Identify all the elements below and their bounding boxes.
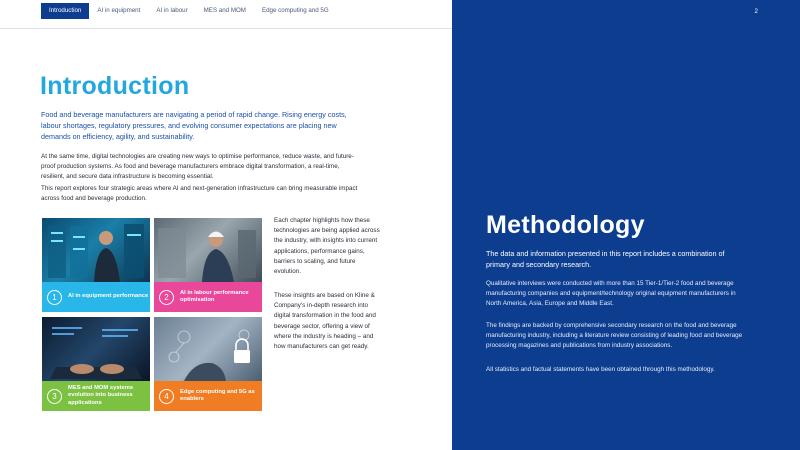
padlock-network-photo [154,317,262,381]
technician-server-illustration [42,218,150,282]
chapter-tile-4[interactable] [154,317,262,411]
methodology-paragraph-3: All statistics and factual statements have been obtained through this methodology. [486,366,715,373]
chapter-tile-label: Edge computing and 5G as enablers [180,388,255,402]
page-title: Introduction [40,72,190,100]
chapter-tile-label: MES and MOM systems evolution into business applications [68,385,134,406]
laptop-data-photo [42,317,150,381]
chapter-tile-4-band [154,381,262,411]
chapter-tile-1-band [42,282,150,312]
padlock-network-illustration [154,317,262,381]
technician-server-photo [42,218,150,282]
page-number: 2 [754,8,758,15]
nav-tab-ai-in-labour[interactable]: AI in labour [156,7,188,14]
nav-tab-introduction[interactable]: Introduction [41,3,89,19]
research-basis-text: These insights are based on Kline & Company's in-depth research into digital transformation in the food and beverage sector, offering a view of where the industry is heading – and how manufacturers can get ready. [274,292,376,351]
methodology-title: Methodology [486,211,645,239]
chapter-overview-text: Each chapter highlights how these technologies are being applied across the industry, with insights into current applications, performance gains, barriers to scaling, and future evolution. [274,217,380,276]
engineer-hardhat-photo [154,218,262,282]
chapter-number-badge: 2 [159,290,174,305]
chapter-tile-2[interactable] [154,218,262,312]
methodology-paragraph-1: Qualitative interviews were conducted with more than 15 Tier-1/Tier-2 food and beverage manufacturing companies and equipment/technology original equipment manufacturers in North America, Asia, Europe and Middle East. [486,280,736,308]
methodology-paragraph-2: The findings are backed by comprehensive secondary research on the food and beverage manufacturing industry, including a literature review consisting of leading food and beverage processing magazines and publications from industry associations. [486,322,743,350]
methodology-lead: The data and information presented in this report includes a combination of primary and secondary research. [486,249,725,270]
intro-lead: Food and beverage manufacturers are navigating a period of rapid change. Rising energy costs, labour shortages, regulatory pressures, and evolving consumer expectations are placing new demands on efficiency, agility, and sustainability. [41,110,347,142]
intro-paragraph-2: This report explores four strategic areas where AI and next-generation infrastructure can bring measurable impact across food and beverage production. [41,185,358,203]
chapter-tile-3[interactable] [42,317,150,411]
chapter-tile-label: AI in equipment performance [68,293,149,300]
engineer-hardhat-illustration [154,218,262,282]
chapter-number-badge: 4 [159,389,174,404]
methodology-page [452,0,800,450]
chapter-number-badge: 3 [47,389,62,404]
chapter-tile-2-band [154,282,262,312]
chapter-tile-3-band [42,381,150,411]
chapter-number-badge: 1 [47,290,62,305]
laptop-data-illustration [42,317,150,381]
nav-tab-edge-computing[interactable]: Edge computing and 5G [261,7,329,14]
intro-paragraph-1: At the same time, digital technologies are creating new ways to optimise performance, reduce waste, and future-proof production systems. As food and beverage manufacturers embrace digital transformation, a real-time, resilient, and secure data infrastructure is becoming essential. [41,153,354,181]
chapter-nav [41,3,337,19]
chapter-tile-label: AI in labour performance optimisation [180,289,249,303]
nav-divider [0,28,452,29]
chapter-tile-1[interactable] [42,218,150,312]
nav-tab-mes-and-mom[interactable]: MES and MOM [203,7,246,14]
nav-tab-ai-in-equipment[interactable]: AI in equipment [97,7,141,14]
